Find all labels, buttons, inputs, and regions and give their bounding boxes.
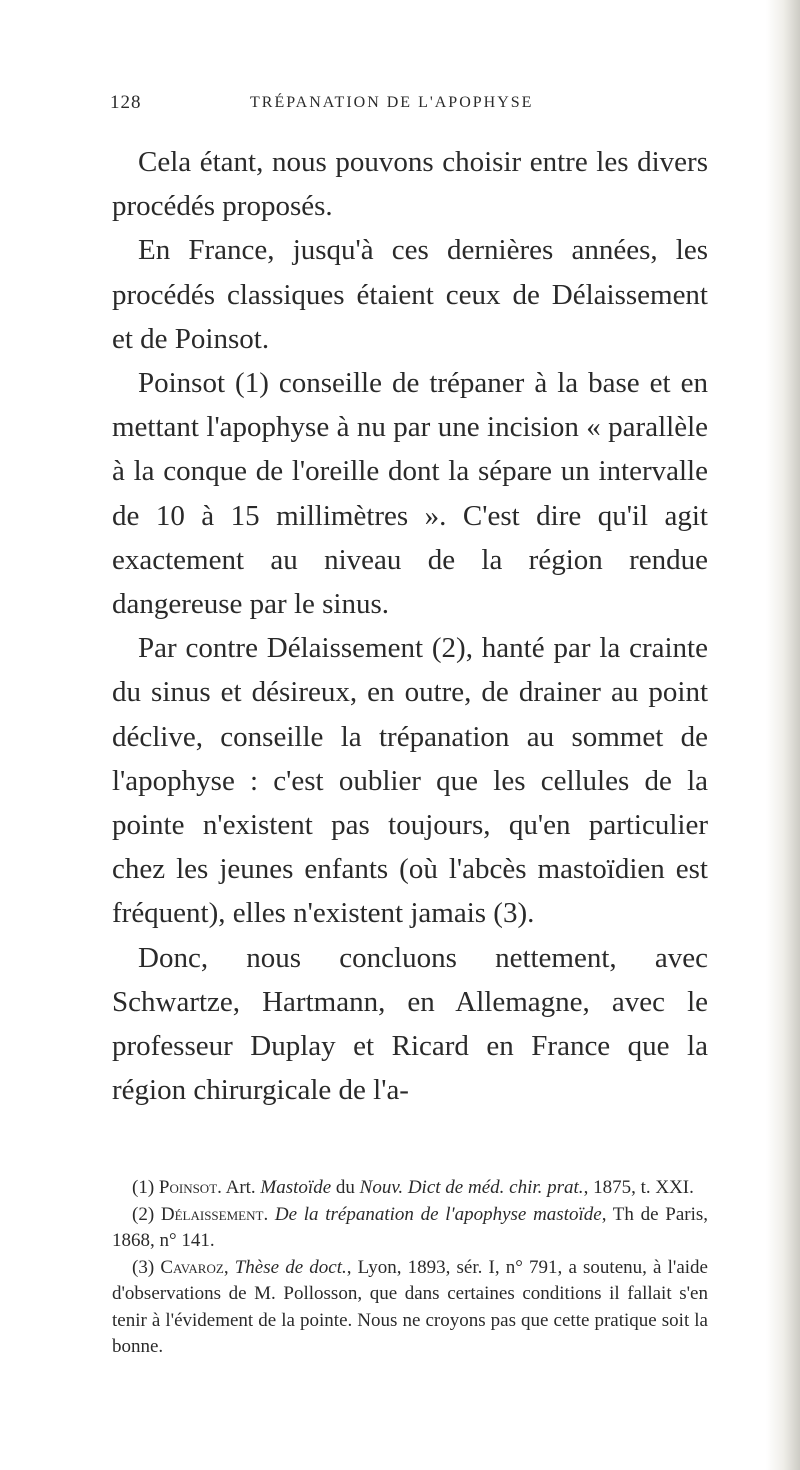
footnote-text: , xyxy=(223,1256,235,1278)
footnotes xyxy=(112,1175,708,1361)
page-header xyxy=(110,92,690,122)
footnote xyxy=(112,1175,708,1202)
footnote-text: , Th de Paris, 1868, n° 141. xyxy=(112,1203,709,1251)
paragraph: Poinsot (1) conseille de trépaner à la base et en mettant l'apophyse à nu par une incision « parallèle à la conque de l'oreille dont la sépare un intervalle de 10 à 15 millimètres ». C'est dire qu'il agit exactement au niveau de la région rendue dangereuse par le sinus. xyxy=(112,367,708,621)
paragraph: En France, jusqu'à ces dernières années, les procédés classiques étaient ceux de Délaissement et de Poinsot. xyxy=(112,234,708,355)
main-text xyxy=(112,140,708,1112)
footnote-text: . xyxy=(263,1203,275,1225)
footnote xyxy=(112,1202,708,1255)
footnote-author: Poinsot xyxy=(158,1177,218,1198)
footnote-title: Thèse de doct. xyxy=(234,1256,347,1278)
footnote-title: De la trépanation de l'apophyse mastoïde xyxy=(274,1203,602,1225)
page-number: 128 xyxy=(110,92,142,113)
paragraph: Cela étant, nous pouvons choisir entre les divers procédés proposés. xyxy=(112,146,708,223)
footnote-marker: (3) xyxy=(132,1256,155,1278)
footnote xyxy=(112,1255,708,1361)
footnote-title: Nouv. Dict de méd. chir. prat. xyxy=(359,1177,584,1198)
paragraph: Par contre Délaissement (2), hanté par la crainte du sinus et désireux, en outre, de drainer au point déclive, conseille la trépanation au sommet de l'apophyse : c'est oublier que les cellules de la pointe n'existent pas toujours, qu'en particulier chez les jeunes enfants (où l'abcès mastoïdien est fréquent), elles n'existent jamais (3). xyxy=(112,632,708,930)
footnote-author: Délaissement xyxy=(160,1203,264,1225)
footnote-marker: (1) xyxy=(132,1177,155,1198)
footnote-author: Cavaroz xyxy=(160,1256,224,1278)
footnote-text: , 1875, t. XXI. xyxy=(583,1177,694,1198)
footnote-text: . Art. xyxy=(217,1177,261,1198)
footnote-title: Mastoïde xyxy=(260,1177,332,1198)
footnote-text: , Lyon, 1893, sér. I, n° 791, a soutenu, à l'aide d'observations de M. Pollosson, que dans certaines conditions il fallait s'en tenir à l'évidement de la pointe. Nous ne croyons pas que cette pratique soit la bonne. xyxy=(112,1256,708,1357)
footnote-text: du xyxy=(331,1177,360,1198)
running-title: TRÉPANATION DE L'APOPHYSE xyxy=(250,94,534,111)
paragraph: Donc, nous concluons nettement, avec Schwartze, Hartmann, en Allemagne, avec le professeur Duplay et Ricard en France que la région chirurgicale de l'a- xyxy=(112,941,708,1107)
page-edge-shadow xyxy=(766,0,800,1470)
footnote-marker: (2) xyxy=(132,1203,155,1225)
